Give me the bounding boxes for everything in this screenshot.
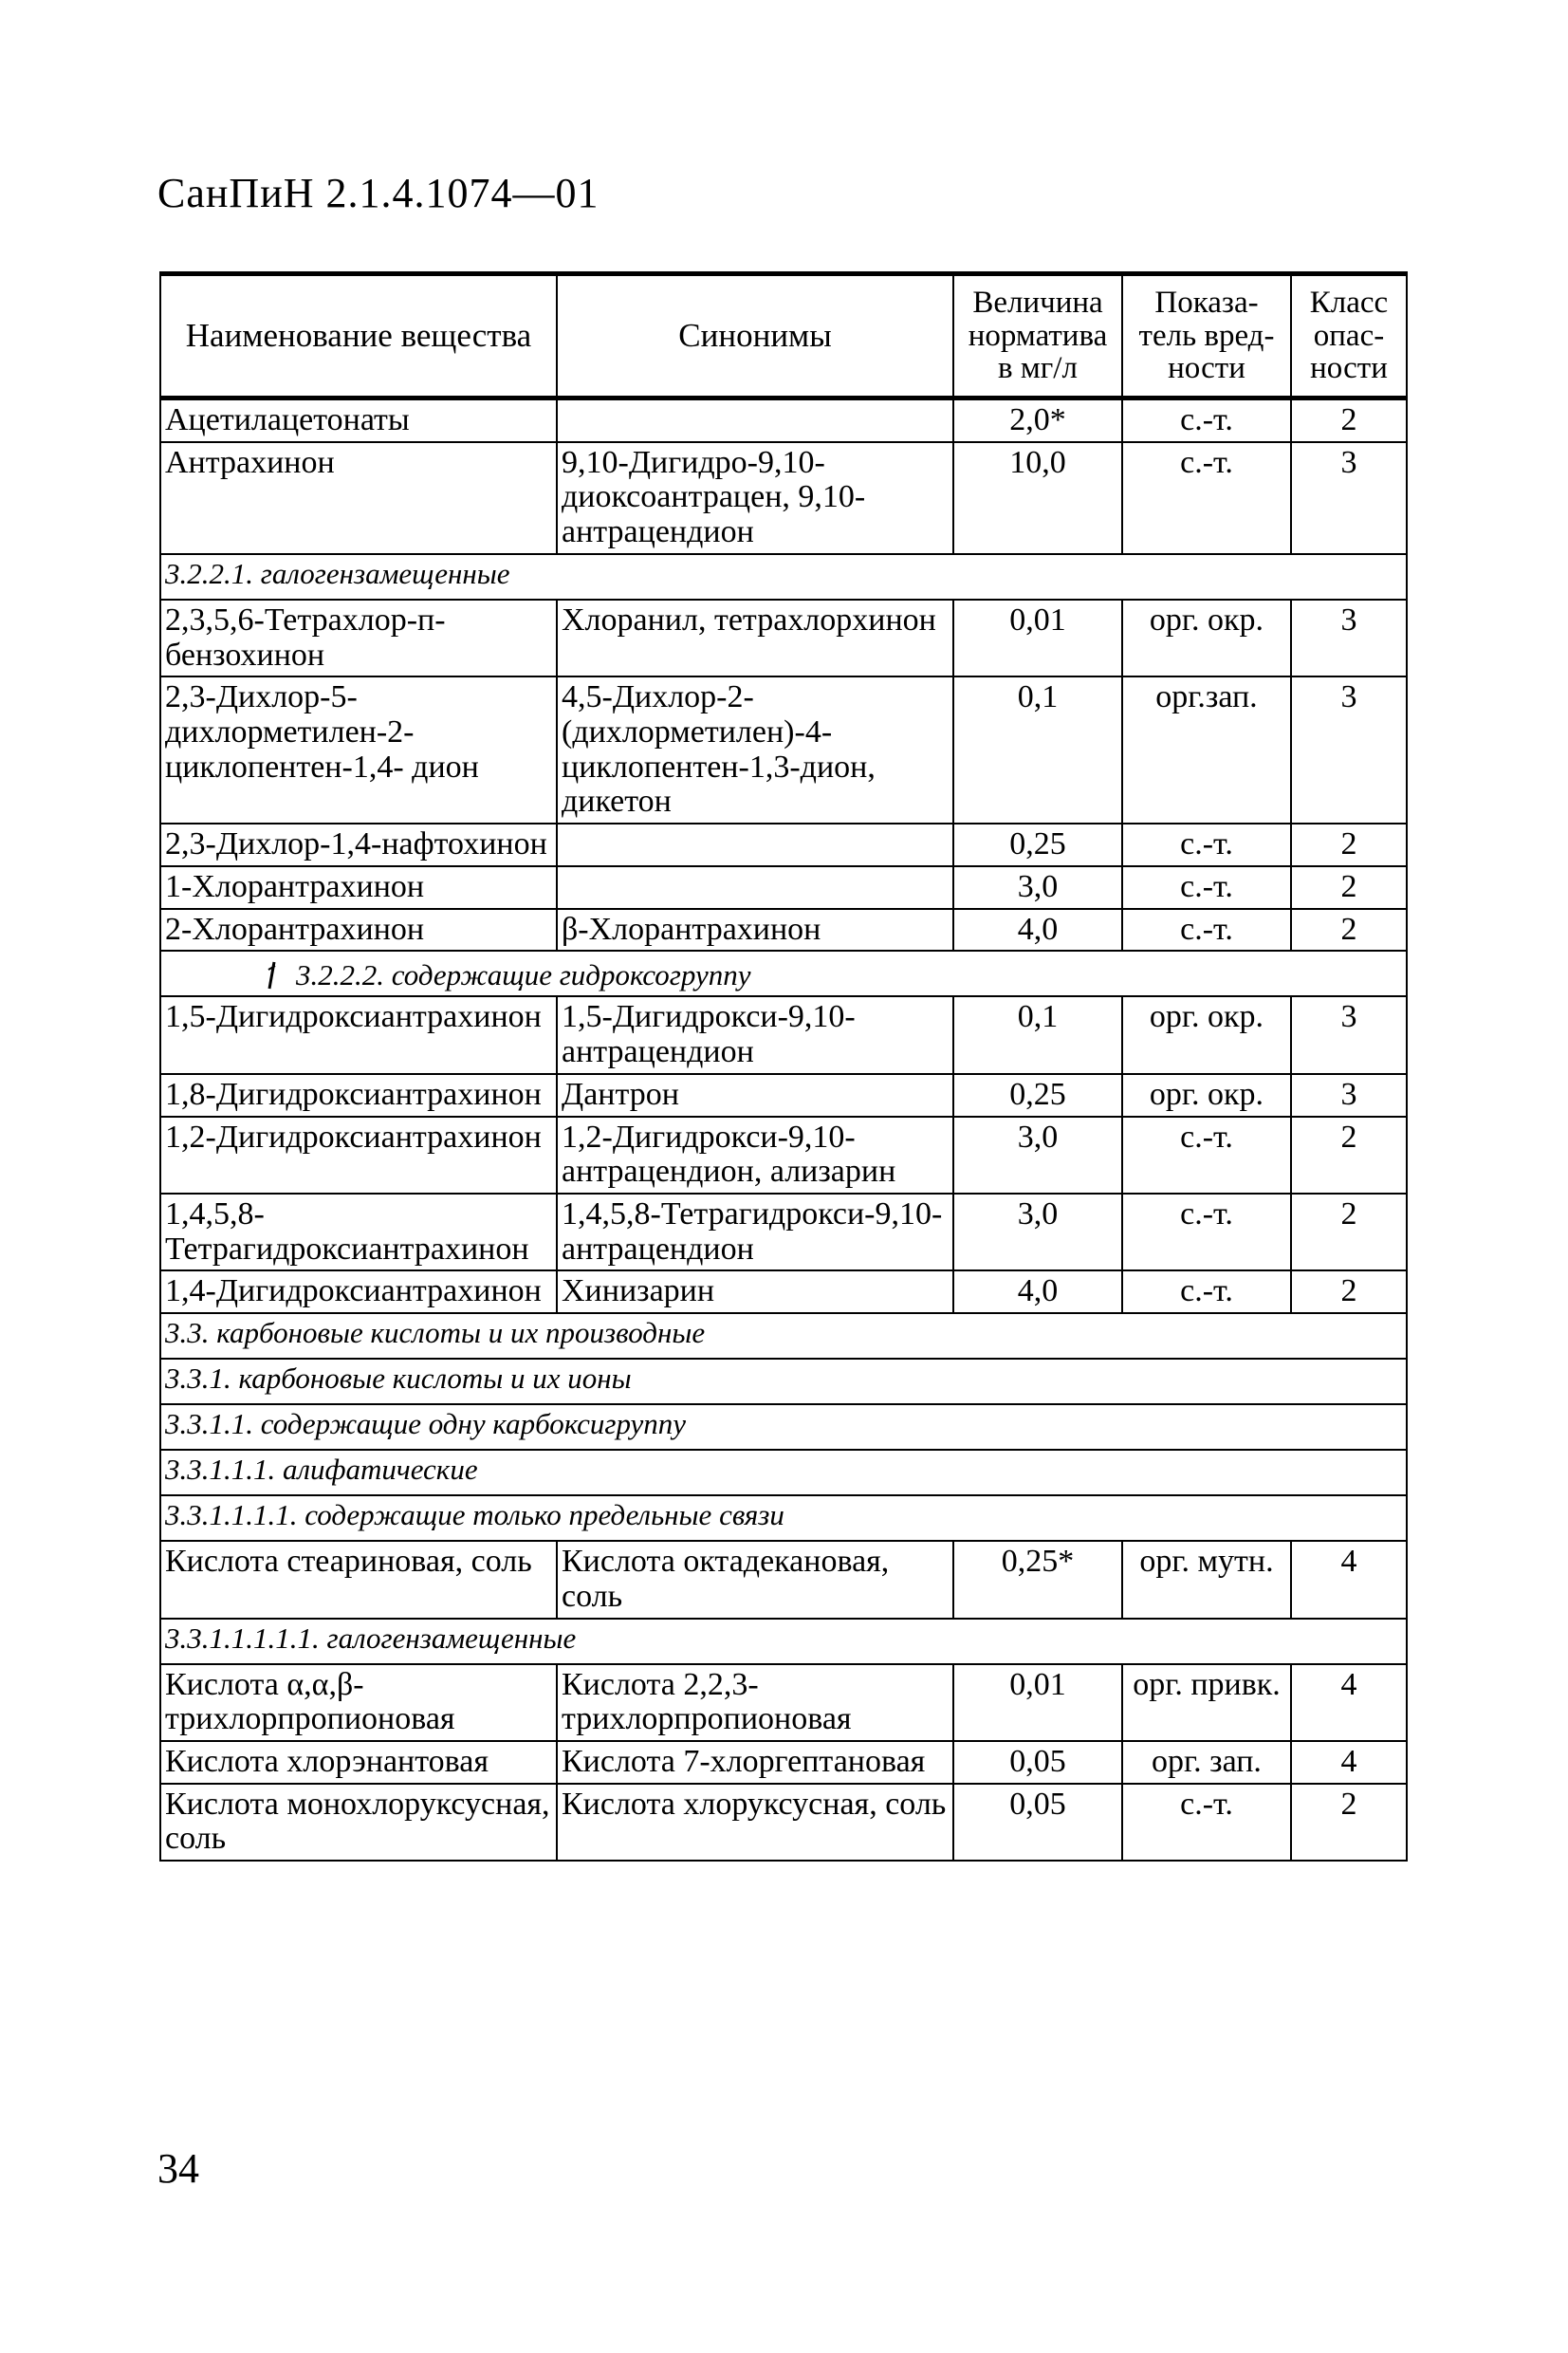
header-synonyms: Синонимы [557,274,953,398]
hazard-class: 4 [1291,1664,1407,1741]
substance-name: Кислота стеариновая, соль [160,1541,557,1618]
hazard-indicator: с.-т. [1122,1194,1291,1270]
synonyms: Кислота хлоруксусная, соль [557,1784,953,1861]
norm-value: 3,0 [953,1117,1122,1194]
hazard-class: 4 [1291,1541,1407,1618]
norm-value: 0,01 [953,600,1122,676]
hazard-indicator: с.-т. [1122,1270,1291,1313]
table-row [160,1741,1407,1784]
header-value: Величина норматива в мг/л [953,274,1122,398]
norm-value: 0,1 [953,676,1122,824]
section-heading: 3.3.1.1. содержащие одну карбоксигруппу [160,1404,1407,1450]
hazard-indicator: с.-т. [1122,824,1291,866]
document-title: СанПиН 2.1.4.1074—01 [157,170,600,216]
section-row [160,1313,1407,1359]
section-heading: 3.3.1. карбоновые кислоты и их ионы [160,1359,1407,1404]
section-heading-text: 3.2.2.2. содержащие гидроксогруппу [296,958,751,992]
hazard-class: 4 [1291,1741,1407,1784]
norm-value: 0,05 [953,1784,1122,1861]
header-name: Наименование вещества [160,274,557,398]
norms-table [159,271,1408,1862]
substance-name: 1,4,5,8-Тетрагидроксиантрахинон [160,1194,557,1270]
synonyms: 1,4,5,8-Тетрагидрокси-9,10-антрацендион [557,1194,953,1270]
section-row [160,1450,1407,1495]
section-row [160,1359,1407,1404]
table-row [160,676,1407,824]
synonyms: Хлоранил, тетрахлорхинон [557,600,953,676]
norm-value: 0,05 [953,1741,1122,1784]
synonyms [557,398,953,442]
substance-name: 1,4-Дигидроксиантрахинон [160,1270,557,1313]
synonyms: Хинизарин [557,1270,953,1313]
table-row [160,398,1407,442]
section-row [160,1619,1407,1664]
section-row [160,1404,1407,1450]
hazard-indicator: орг.зап. [1122,676,1291,824]
pen-mark-icon [266,960,277,991]
synonyms: 1,5-Дигидрокси-9,10-антрацендион [557,996,953,1073]
table-row [160,824,1407,866]
hazard-indicator: с.-т. [1122,398,1291,442]
table-row [160,1664,1407,1741]
table-row [160,600,1407,676]
hazard-indicator: с.-т. [1122,1784,1291,1861]
section-heading: 3.3. карбоновые кислоты и их производные [160,1313,1407,1359]
norm-value: 2,0* [953,398,1122,442]
table-row [160,996,1407,1073]
synonyms [557,824,953,866]
hazard-indicator: с.-т. [1122,866,1291,909]
substance-name: 2,3-Дихлор-1,4-нафтохинон [160,824,557,866]
hazard-class: 2 [1291,866,1407,909]
table-row [160,1117,1407,1194]
norm-value: 4,0 [953,909,1122,952]
substance-name: 2,3,5,6-Тетрахлор-п-бензохинон [160,600,557,676]
table-row [160,866,1407,909]
norm-value: 0,25* [953,1541,1122,1618]
norm-value: 4,0 [953,1270,1122,1313]
synonyms: Кислота 2,2,3-трихлорпропионовая [557,1664,953,1741]
page-number: 34 [157,2145,199,2192]
hazard-class: 2 [1291,1270,1407,1313]
substance-name: 1,8-Дигидроксиантрахинон [160,1074,557,1117]
synonyms: 9,10-Дигидро-9,10-диоксоантрацен, 9,10-антрацендион [557,442,953,554]
substance-name: Ацетилацетонаты [160,398,557,442]
substance-name: 1,2-Дигидроксиантрахинон [160,1117,557,1194]
synonyms: β-Хлорантрахинон [557,909,953,952]
substance-name: 2,3-Дихлор-5-дихлорметилен-2-циклопентен-1,4- дион [160,676,557,824]
hazard-class: 2 [1291,824,1407,866]
substance-name: 2-Хлорантрахинон [160,909,557,952]
section-heading: 3.3.1.1.1.1.1. галогензамещенные [160,1619,1407,1664]
norm-value: 0,25 [953,1074,1122,1117]
table-header [160,274,1407,398]
synonyms: Кислота октадекановая, соль [557,1541,953,1618]
substance-name: Кислота монохлоруксусная, соль [160,1784,557,1861]
hazard-class: 2 [1291,1117,1407,1194]
hazard-indicator: орг. мутн. [1122,1541,1291,1618]
section-row [160,554,1407,600]
norm-value: 3,0 [953,1194,1122,1270]
table-row [160,1194,1407,1270]
section-row [160,1495,1407,1541]
section-heading: 3.2.2.1. галогензамещенные [160,554,1407,600]
hazard-class: 3 [1291,1074,1407,1117]
hazard-indicator: орг. окр. [1122,600,1291,676]
hazard-class: 3 [1291,676,1407,824]
hazard-indicator: с.-т. [1122,1117,1291,1194]
synonyms [557,866,953,909]
substance-name: 1,5-Дигидроксиантрахинон [160,996,557,1073]
hazard-indicator: орг. окр. [1122,996,1291,1073]
substance-name: Кислота α,α,β-трихлорпропионовая [160,1664,557,1741]
table-row [160,909,1407,952]
table-row [160,1784,1407,1861]
synonyms: 1,2-Дигидрокси-9,10-антрацендион, ализарин [557,1117,953,1194]
hazard-class: 3 [1291,600,1407,676]
header-indicator: Показа-тель вред-ности [1122,274,1291,398]
hazard-class: 2 [1291,1194,1407,1270]
hazard-indicator: с.-т. [1122,909,1291,952]
substance-name: Кислота хлорэнантовая [160,1741,557,1784]
hazard-class: 3 [1291,996,1407,1073]
norm-value: 0,1 [953,996,1122,1073]
substance-name: Антрахинон [160,442,557,554]
header-class: Класс опас-ности [1291,274,1407,398]
section-heading: 3.3.1.1.1.1. содержащие только предельные связи [160,1495,1407,1541]
hazard-indicator: орг. привк. [1122,1664,1291,1741]
hazard-indicator: орг. окр. [1122,1074,1291,1117]
table-row [160,442,1407,554]
hazard-indicator: орг. зап. [1122,1741,1291,1784]
norm-value: 3,0 [953,866,1122,909]
norm-value: 10,0 [953,442,1122,554]
table-row [160,1270,1407,1313]
synonyms: Дантрон [557,1074,953,1117]
synonyms: 4,5-Дихлор-2-(дихлорметилен)-4-циклопентен-1,3-дион, дикетон [557,676,953,824]
section-heading [160,951,1407,996]
substance-name: 1-Хлорантрахинон [160,866,557,909]
section-row [160,951,1407,996]
hazard-class: 2 [1291,398,1407,442]
table-row [160,1541,1407,1618]
table-row [160,1074,1407,1117]
section-heading: 3.3.1.1.1. алифатические [160,1450,1407,1495]
synonyms: Кислота 7-хлоргептановая [557,1741,953,1784]
hazard-class: 2 [1291,1784,1407,1861]
hazard-indicator: с.-т. [1122,442,1291,554]
hazard-class: 3 [1291,442,1407,554]
hazard-class: 2 [1291,909,1407,952]
norm-value: 0,25 [953,824,1122,866]
norm-value: 0,01 [953,1664,1122,1741]
